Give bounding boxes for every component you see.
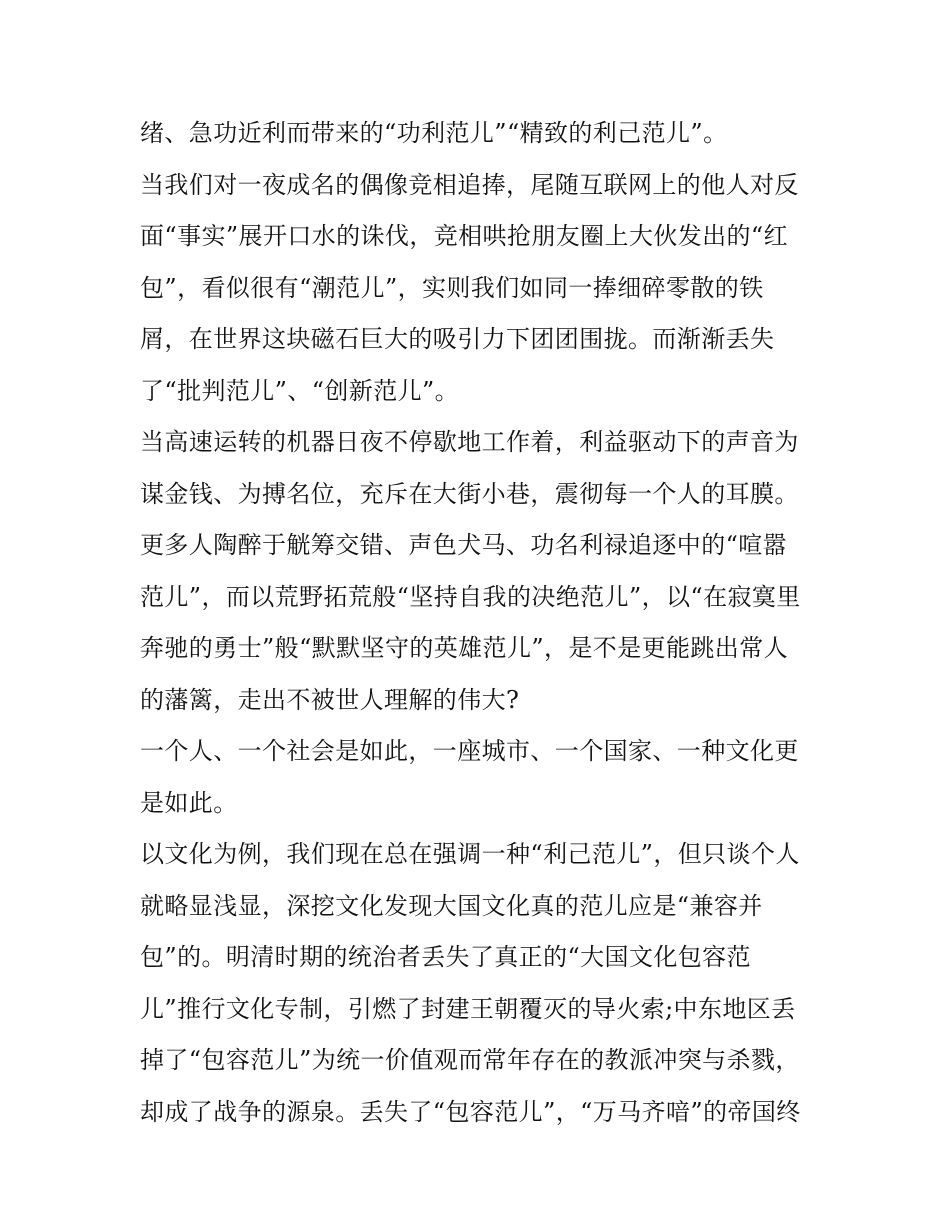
text-line: 以文化为例，我们现在总在强调一种“利己范儿”，但只谈个人 bbox=[140, 840, 800, 868]
text-line: 却成了战争的源泉。丢失了“包容范儿”，“万马齐喑”的帝国终 bbox=[140, 1097, 801, 1126]
body-text bbox=[140, 108, 830, 1138]
text-line: 面“事实”展开口水的诛伐，竞相哄抢朋友圈上大伙发出的“红 bbox=[140, 222, 789, 250]
text-line: 当我们对一夜成名的偶像竞相追捧，尾随互联网上的他人对反 bbox=[140, 170, 799, 199]
text-line: 包”的。明清时期的统治者丢失了真正的“大国文化包容范 bbox=[140, 943, 751, 971]
text-line: 谋金钱、为搏名位，充斥在大街小巷，震彻每一个人的耳膜。 bbox=[140, 479, 799, 508]
text-line: 掉了“包容范儿”为统一价值观而常年存在的教派冲突与杀戮， bbox=[140, 1046, 800, 1074]
text-line: 的藩篱，走出不被世人理解的伟大? bbox=[140, 685, 520, 714]
text-line: 范儿”，而以荒野拓荒般“坚持自我的决绝范儿”，以“在寂寞里 bbox=[140, 582, 801, 611]
text-line: 屑，在世界这块磁石巨大的吸引力下团团围拢。而渐渐丢失 bbox=[140, 325, 775, 353]
text-line: 当高速运转的机器日夜不停歇地工作着，利益驱动下的声音为 bbox=[140, 428, 799, 456]
text-line: 了“批判范儿”、“创新范儿”。 bbox=[140, 376, 460, 405]
text-line: 一个人、一个社会是如此，一座城市、一个国家、一种文化更 bbox=[140, 737, 799, 765]
text-line: 儿”推行文化专制，引燃了封建王朝覆灭的导火索;中东地区丢 bbox=[140, 994, 796, 1023]
text-line: 包”，看似很有“潮范儿”，实则我们如同一捧细碎零散的铁 bbox=[140, 273, 764, 302]
text-line: 是如此。 bbox=[140, 788, 238, 817]
text-line: 奔驰的勇士”般“默默坚守的英雄范儿”，是不是更能跳出常人 bbox=[140, 634, 789, 662]
text-line: 就略显浅显，深挖文化发现大国文化真的范儿应是“兼容并 bbox=[140, 891, 763, 920]
text-line: 更多人陶醉于觥筹交错、声色犬马、功名利禄追逐中的“喧嚣 bbox=[140, 531, 788, 559]
text-line: 绪、急功近利而带来的“功利范儿”“精致的利己范儿”。 bbox=[140, 119, 728, 147]
